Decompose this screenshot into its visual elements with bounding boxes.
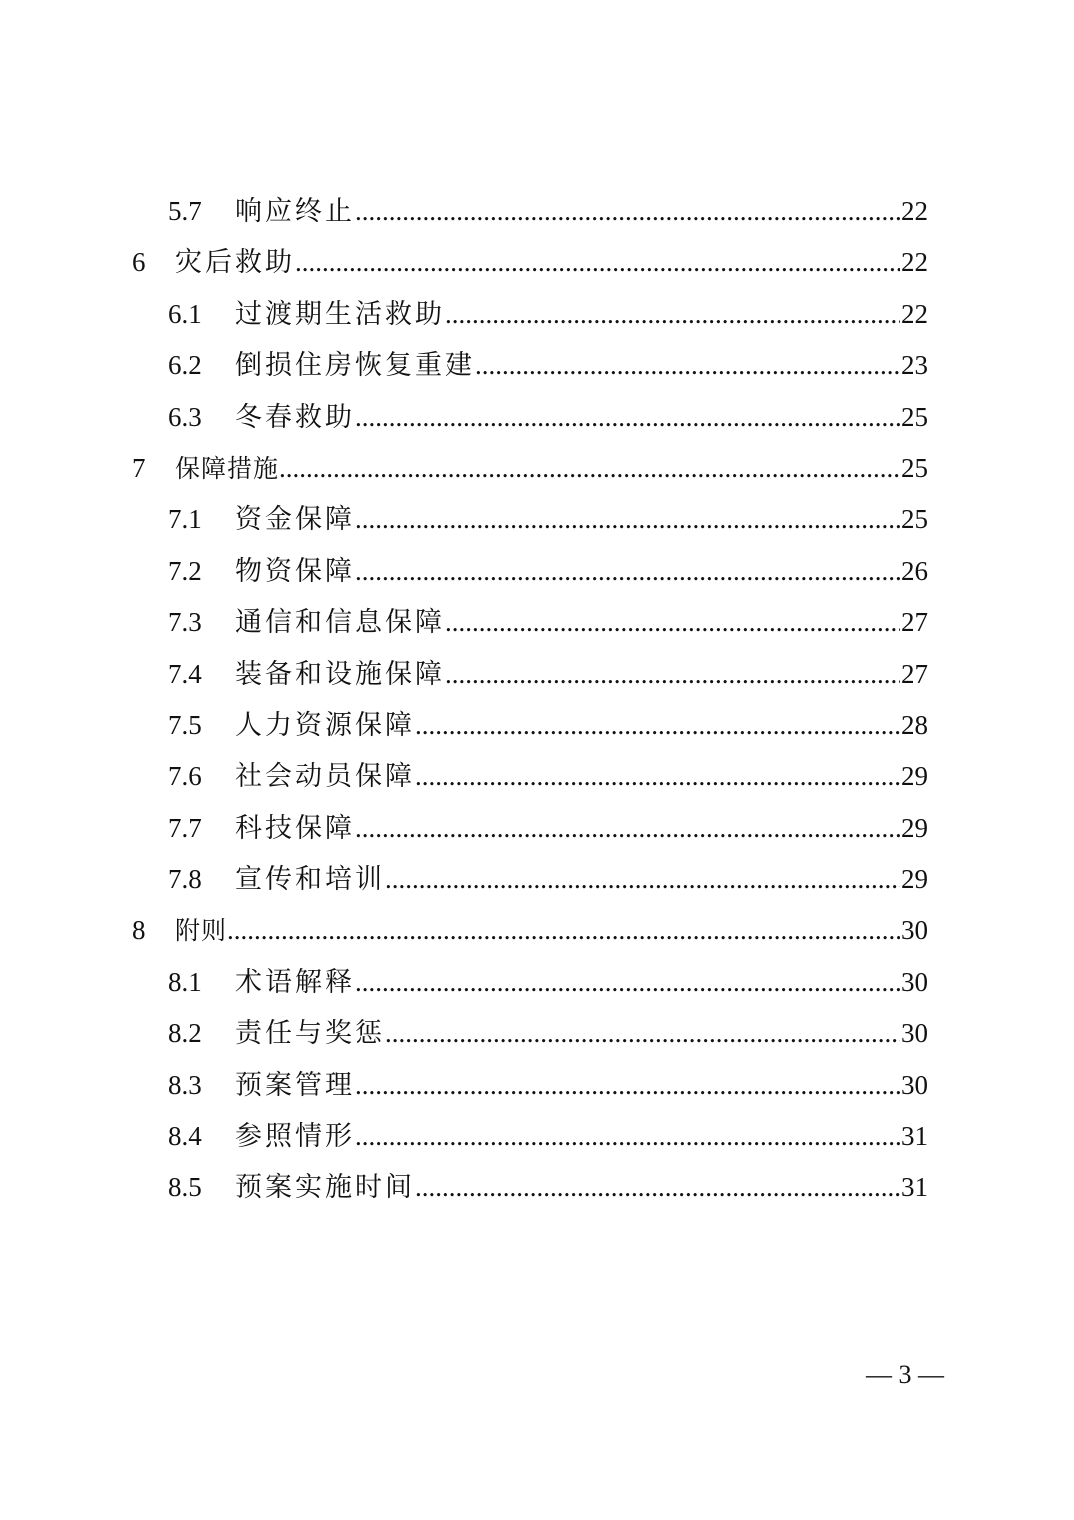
- toc-entry-title: 预案实施时间: [235, 1172, 415, 1203]
- toc-entry-title: 装备和设施保障: [235, 658, 445, 689]
- toc-dot-leader: [385, 1015, 900, 1051]
- toc-entry[interactable]: [0, 954, 1074, 1005]
- toc-entry-page: 23: [901, 350, 928, 381]
- toc-dot-leader: [475, 347, 900, 383]
- toc-dot-leader: [355, 553, 900, 589]
- toc-entry-leader-line: [235, 553, 928, 589]
- toc-entry-title: 倒损住房恢复重建: [235, 350, 475, 381]
- toc-entry[interactable]: [0, 646, 1074, 697]
- toc-dot-leader: [415, 1169, 900, 1205]
- toc-entry-leader-line: [235, 861, 928, 897]
- toc-entry[interactable]: [0, 594, 1074, 645]
- toc-entry-title: 物资保障: [235, 555, 355, 586]
- toc-entry-number: 8.2: [168, 1018, 202, 1049]
- toc-entry-page: 29: [901, 812, 928, 843]
- toc-entry-leader-line: [235, 501, 928, 537]
- toc-dot-leader: [445, 656, 900, 692]
- table-of-contents: [0, 183, 1074, 1211]
- toc-entry-leader-line: [235, 810, 928, 846]
- toc-entry-title: 社会动员保障: [235, 761, 415, 792]
- toc-entry-leader-line: [235, 193, 928, 229]
- toc-entry-page: 31: [901, 1121, 928, 1152]
- toc-dot-leader: [385, 861, 900, 897]
- toc-entry-number: 7.7: [168, 812, 202, 843]
- toc-entry-title: 资金保障: [235, 504, 355, 535]
- toc-dot-leader: [227, 912, 900, 948]
- toc-entry-leader-line: [235, 604, 928, 640]
- toc-entry-page: 29: [901, 761, 928, 792]
- toc-entry-number: 7.3: [168, 607, 202, 638]
- page-number: — 3 —: [866, 1360, 944, 1389]
- toc-entry[interactable]: [0, 851, 1074, 902]
- toc-entry-page: 22: [901, 196, 928, 226]
- toc-dot-leader: [355, 1067, 900, 1103]
- toc-entry-leader-line: [235, 399, 928, 435]
- toc-dot-leader: [295, 244, 900, 280]
- toc-entry-page: 30: [901, 915, 928, 946]
- toc-entry[interactable]: [0, 543, 1074, 594]
- toc-entry-page: 25: [901, 452, 928, 483]
- toc-entry-page: 22: [901, 247, 928, 278]
- toc-entry[interactable]: [0, 286, 1074, 337]
- toc-dot-leader: [415, 707, 900, 743]
- toc-entry-leader-line: [175, 912, 928, 949]
- toc-entry[interactable]: [0, 748, 1074, 799]
- toc-entry-page: 29: [901, 864, 928, 895]
- toc-dot-leader: [355, 501, 900, 537]
- toc-entry-page: 22: [901, 298, 928, 329]
- toc-entry[interactable]: [0, 800, 1074, 851]
- toc-entry-page: 31: [901, 1172, 928, 1203]
- toc-entry-leader-line: [235, 1015, 928, 1051]
- toc-entry-number: 6: [132, 247, 146, 278]
- toc-entry-leader-line: [235, 1118, 928, 1154]
- toc-entry-leader-line: [235, 656, 928, 692]
- toc-entry-page: 26: [901, 555, 928, 586]
- toc-entry-number: 7.6: [168, 761, 202, 792]
- toc-entry-page: 30: [901, 1069, 928, 1100]
- toc-entry-leader-line: [175, 244, 928, 280]
- toc-entry-number: 8.4: [168, 1121, 202, 1152]
- toc-entry-number: 5.7: [168, 196, 202, 226]
- toc-entry[interactable]: [0, 183, 1074, 234]
- toc-entry-title: 人力资源保障: [235, 709, 415, 740]
- toc-entry-leader-line: [175, 450, 928, 487]
- toc-entry-number: 6.1: [168, 298, 202, 329]
- toc-entry-page: 27: [901, 658, 928, 689]
- toc-entry-number: 7.5: [168, 709, 202, 740]
- toc-entry-page: 30: [901, 966, 928, 997]
- toc-entry-leader-line: [235, 758, 928, 794]
- toc-dot-leader: [445, 296, 900, 332]
- toc-entry-title: 术语解释: [235, 966, 355, 997]
- toc-entry[interactable]: [0, 337, 1074, 388]
- toc-entry-title: 灾后救助: [175, 247, 295, 278]
- toc-entry-leader-line: [235, 347, 928, 383]
- toc-entry-number: 7.4: [168, 658, 202, 689]
- toc-entry-page: 30: [901, 1018, 928, 1049]
- toc-entry-title: 宣传和培训: [235, 864, 385, 895]
- toc-dot-leader: [415, 758, 900, 794]
- toc-entry[interactable]: [0, 902, 1074, 953]
- toc-entry-page: 27: [901, 607, 928, 638]
- toc-entry-leader-line: [235, 1169, 928, 1205]
- toc-entry[interactable]: [0, 697, 1074, 748]
- toc-entry-title: 附则: [175, 916, 228, 946]
- toc-entry-page: 25: [901, 401, 928, 432]
- toc-entry-leader-line: [235, 1067, 928, 1103]
- toc-entry-title: 冬春救助: [235, 401, 355, 432]
- toc-entry-page: 28: [901, 709, 928, 740]
- toc-dot-leader: [355, 810, 900, 846]
- toc-entry[interactable]: [0, 491, 1074, 542]
- toc-entry[interactable]: [0, 234, 1074, 285]
- toc-dot-leader: [279, 450, 900, 486]
- toc-dot-leader: [355, 1118, 900, 1154]
- toc-entry-title: 预案管理: [235, 1069, 355, 1100]
- toc-dot-leader: [355, 193, 900, 229]
- toc-entry-page: 25: [901, 504, 928, 535]
- toc-entry-number: 8.1: [168, 966, 202, 997]
- toc-entry-leader-line: [235, 707, 928, 743]
- toc-entry-number: 8.3: [168, 1069, 202, 1100]
- toc-entry[interactable]: [0, 1005, 1074, 1056]
- toc-entry[interactable]: [0, 1108, 1074, 1159]
- toc-entry-title: 保障措施: [175, 453, 280, 483]
- toc-entry-leader-line: [235, 964, 928, 1000]
- toc-entry-number: 7.1: [168, 504, 202, 535]
- toc-entry-number: 6.3: [168, 401, 202, 432]
- toc-entry-number: 8.5: [168, 1172, 202, 1203]
- toc-entry[interactable]: [0, 1159, 1074, 1210]
- toc-entry-title: 响应终止: [235, 196, 355, 226]
- toc-entry-number: 8: [132, 915, 146, 946]
- toc-entry-title: 参照情形: [235, 1121, 355, 1152]
- toc-dot-leader: [355, 399, 900, 435]
- toc-dot-leader: [355, 964, 900, 1000]
- toc-entry-title: 过渡期生活救助: [235, 298, 445, 329]
- toc-entry-title: 通信和信息保障: [235, 607, 445, 638]
- toc-entry[interactable]: [0, 440, 1074, 491]
- toc-entry-number: 6.2: [168, 350, 202, 381]
- toc-entry-number: 7.8: [168, 864, 202, 895]
- toc-entry[interactable]: [0, 389, 1074, 440]
- toc-dot-leader: [445, 604, 900, 640]
- toc-entry-number: 7: [132, 452, 146, 483]
- toc-entry-title: 责任与奖惩: [235, 1018, 385, 1049]
- toc-entry-leader-line: [235, 296, 928, 332]
- toc-entry-title: 科技保障: [235, 812, 355, 843]
- toc-entry[interactable]: [0, 1057, 1074, 1108]
- toc-entry-number: 7.2: [168, 555, 202, 586]
